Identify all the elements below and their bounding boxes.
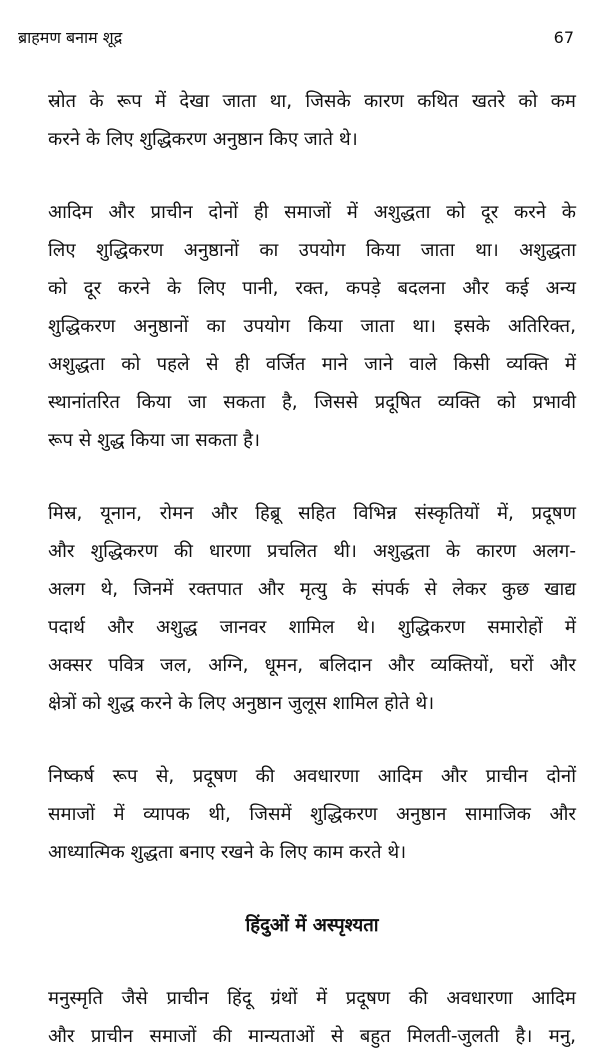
text-line: अशुद्धता को पहले से ही वर्जित माने जाने वाले किसी व्यक्ति में bbox=[48, 354, 576, 375]
text-line: लिए शुद्धिकरण अनुष्ठानों का उपयोग किया जाता था। अशुद्धता bbox=[48, 240, 576, 261]
paragraph-gap bbox=[48, 159, 576, 194]
paragraph bbox=[48, 194, 576, 460]
text-line: समाजों में व्यापक थी, जिसमें शुद्धिकरण अनुष्ठान सामाजिक और bbox=[48, 804, 576, 825]
paragraph-gap bbox=[48, 723, 576, 758]
text-line: और प्राचीन समाजों की मान्यताओं से बहुत मिलती-जुलती है। मनु, bbox=[48, 1026, 576, 1047]
text-line: अक्सर पवित्र जल, अग्नि, धूमन, बलिदान और व्यक्तियों, घरों और bbox=[48, 655, 576, 676]
paragraph-gap bbox=[48, 460, 576, 495]
section-heading: हिंदुओं में अस्पृश्यता bbox=[245, 915, 379, 936]
text-line: आदिम और प्राचीन दोनों ही समाजों में अशुद्धता को दूर करने के bbox=[48, 202, 576, 223]
text-line: अलग थे, जिनमें रक्तपात और मृत्यु के संपर्क से लेकर कुछ खाद्य bbox=[48, 579, 576, 600]
text-line: और शुद्धिकरण की धारणा प्रचलित थी। अशुद्धता के कारण अलग- bbox=[48, 541, 576, 562]
text-line: को दूर करने के लिए पानी, रक्त, कपड़े बदलना और कई अन्य bbox=[48, 278, 576, 299]
text-line: स्रोत के रूप में देखा जाता था, जिसके कारण कथित खतरे को कम bbox=[48, 91, 576, 112]
text-line: मिस्र, यूनान, रोमन और हिब्रू सहित विभिन्न संस्कृतियों में, प्रदूषण bbox=[48, 503, 576, 524]
text-line: निष्कर्ष रूप से, प्रदूषण की अवधारणा आदिम और प्राचीन दोनों bbox=[48, 766, 576, 787]
paragraph bbox=[48, 495, 576, 723]
paragraph bbox=[48, 758, 576, 872]
text-line: क्षेत्रों को शुद्ध करने के लिए अनुष्ठान जुलूस शामिल होते थे। bbox=[48, 693, 435, 714]
running-head-title: ब्राहमण बनाम शूद्र bbox=[18, 28, 123, 47]
text-line: पदार्थ और अशुद्ध जानवर शामिल थे। शुद्धिकरण समारोहों में bbox=[48, 617, 576, 638]
paragraph-gap bbox=[48, 872, 576, 907]
text-line: करने के लिए शुद्धिकरण अनुष्ठान किए जाते थे। bbox=[48, 129, 358, 150]
text-line: स्थानांतरित किया जा सकता है, जिससे प्रदूषित व्यक्ति को प्रभावी bbox=[48, 392, 576, 413]
page-number: 67 bbox=[553, 28, 574, 47]
text-line: मनुस्मृति जैसे प्राचीन हिंदू ग्रंथों में प्रदूषण की अवधारणा आदिम bbox=[48, 988, 576, 1009]
paragraph bbox=[48, 980, 576, 1056]
paragraph bbox=[48, 83, 576, 159]
body-text bbox=[48, 83, 576, 1056]
text-line: आध्यात्मिक शुद्धता बनाए रखने के लिए काम करते थे। bbox=[48, 842, 407, 863]
text-line: शुद्धिकरण अनुष्ठानों का उपयोग किया जाता था। इसके अतिरिक्त, bbox=[48, 316, 576, 337]
text-line: रूप से शुद्ध किया जा सकता है। bbox=[48, 430, 260, 451]
